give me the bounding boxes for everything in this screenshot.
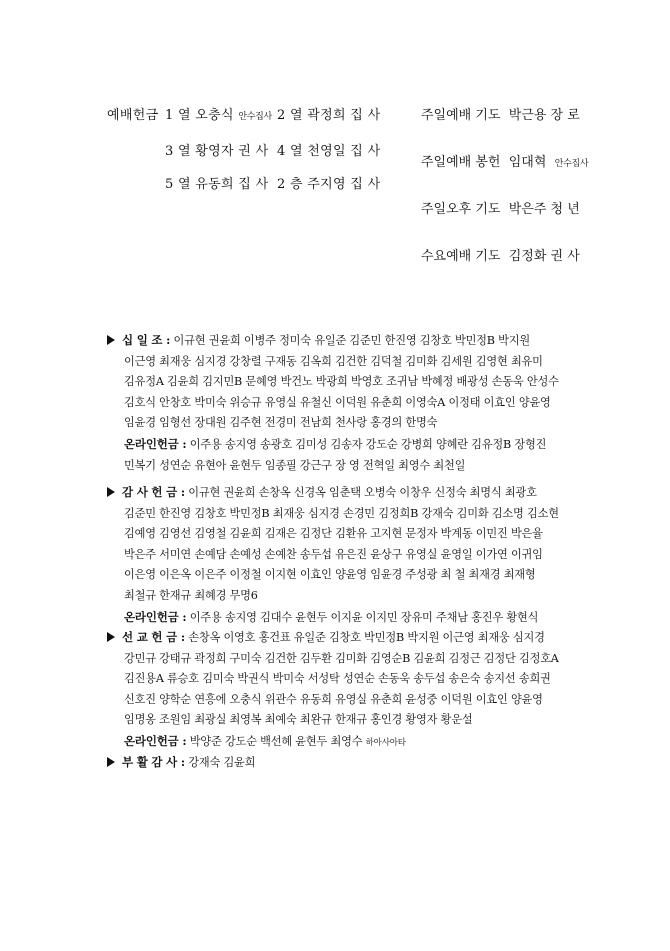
role-offering-sunday	[421, 151, 588, 170]
name-list: 신호진 양학순 연흥에 오충식 위관수 유동희 유영실 유춘희 윤성중 이덕원 이효인 양윤영	[124, 692, 543, 706]
name-list: 박양준 강도순 백선혜 윤현두 최영수	[189, 734, 363, 748]
offering-row-1-a-title: 안수집사	[238, 112, 272, 122]
role-name: 박은주 청 년	[508, 202, 580, 217]
name-list: 김호식 안창호 박미숙 위승규 유영실 유철신 이덕원 유춘희 이영숙A 이정태 이효인 양윤영	[124, 395, 551, 409]
online-tail: 하아사아타	[365, 737, 406, 748]
role-prayer-wednesday	[421, 245, 580, 264]
offering-row-1-a: 1 열 오충식	[165, 108, 234, 123]
thanks-line-1	[107, 482, 577, 504]
offering-row-1-b: 2 열 곽정희 집 사	[277, 108, 381, 123]
name-list: 이규현 권윤희 이병주 정미숙 유일준 김준민 한진영 김창호 박민정B 박지원	[173, 334, 530, 347]
offering-row-3-a: 5 열 유동희 집 사	[165, 177, 269, 192]
name-list: 임명옹 조원임 최광실 최영복 최예숙 최완규 한재규 홍인경 황영자 황운설	[124, 713, 473, 727]
name-list: 이주용 송지영 송광호 김미성 김송자 강도순 강병희 양혜란 김유정B 장형진	[189, 437, 547, 451]
tithe-line-1	[107, 330, 577, 352]
thanks-section	[107, 482, 577, 628]
role-label: 주일예배 봉헌	[421, 155, 501, 170]
mission-line-1	[107, 627, 577, 649]
easter-section	[107, 752, 577, 774]
name-list: 임윤경 임형선 장대원 김주현 전경미 전남희 천사랑 홍경의 한명숙	[124, 416, 438, 430]
name-list: 김예영 김영선 김영철 김윤희 김재은 김정단 김환유 고지현 문정자 박계동 이민진 박은율	[124, 527, 543, 541]
name-list: 김준민 한진영 김창호 박민정B 최재웅 심지경 손경민 김정희B 강재숙 김미화 김소명 김소현	[124, 506, 559, 520]
name-list: 민복기 성연순 유현아 윤현두 임종필 강근구 장 영 전혁일 최영수 최천일	[124, 458, 466, 472]
name-list: 손창옥 이영호 홍건표 유일준 김창호 박민정B 박지원 이근영 최재웅 심지경	[188, 631, 545, 644]
role-label: 주일예배 기도	[421, 108, 501, 123]
online-heading: 온라인헌금 :	[124, 609, 187, 624]
name-list: 박은주 서미연 손예담 손예성 손예찬 송두섭 유은진 윤상구 유영실 윤영일 이가연 이귀임	[124, 547, 543, 561]
offering-label: 예배헌금	[107, 108, 159, 123]
triangle-bullet-icon	[107, 632, 115, 642]
name-list: 이규현 권윤희 손창옥 신경옥 임춘택 오병숙 이창우 신정숙 최명식 최광호	[188, 486, 537, 499]
offering-row-2-a: 3 열 황영자 권 사	[165, 144, 269, 159]
role-name: 박근용 장 로	[508, 108, 580, 123]
triangle-bullet-icon	[107, 487, 115, 497]
thanks-online-line-1	[107, 607, 577, 629]
easter-heading: 부 활 감 사 :	[122, 755, 185, 769]
offering-row-3-b: 2 층 주지영 집 사	[277, 177, 381, 192]
role-name: 김정화 권 사	[508, 249, 580, 264]
role-label: 수요예배 기도	[421, 249, 501, 264]
offering-row-1	[165, 104, 272, 123]
role-title: 안수집사	[554, 159, 589, 169]
online-heading: 온라인헌금 :	[124, 436, 187, 451]
name-list: 이은영 이은옥 이은주 이정철 이지현 이효인 양윤영 임윤경 주성광 최 철 최재경 최재형	[124, 568, 536, 582]
name-list: 이주용 송지영 김대수 윤현두 이지윤 이지민 장유미 주채남 홍진우 황현식	[189, 610, 539, 624]
online-heading: 온라인헌금 :	[124, 733, 187, 748]
triangle-bullet-icon	[107, 757, 115, 767]
role-prayer-afternoon	[421, 198, 580, 217]
triangle-bullet-icon	[107, 335, 115, 345]
name-list: 강민규 강태규 곽정희 구미숙 김건한 김두환 김미화 김영순B 김윤희 김정근 김정단 김정호A	[124, 651, 559, 665]
role-label: 주일오후 기도	[421, 202, 501, 217]
role-prayer-sunday	[421, 104, 580, 123]
thanks-heading: 감 사 헌 금 :	[122, 485, 185, 499]
name-list: 최철규 한재규 최혜경 무명6	[124, 588, 258, 602]
tithe-section	[107, 330, 577, 476]
tithe-online-line-1	[107, 434, 577, 456]
name-list: 김유정A 김윤희 김지민B 문혜영 박건노 박광희 박영호 조귀남 박혜정 배광성 손동욱 안성수	[124, 375, 559, 389]
name-list: 강재숙 김윤희	[188, 756, 256, 769]
mission-heading: 선 교 헌 금 :	[122, 630, 185, 644]
mission-online-line-1	[107, 731, 577, 754]
name-list: 이근영 최재웅 심지경 강창렬 구재동 김옥희 김건한 김덕철 김미화 김세원 김영현 최유미	[124, 354, 543, 368]
role-name: 임대혁	[508, 155, 547, 170]
mission-section	[107, 627, 577, 754]
easter-line-1	[107, 752, 577, 774]
tithe-heading: 십 일 조 :	[122, 333, 171, 347]
name-list: 김진용A 류승호 김미숙 박권식 박미숙 서성탁 성연순 손동욱 송두섭 송은숙 송지선 송희권	[124, 672, 551, 686]
offering-row-2-b: 4 열 천영일 집 사	[277, 144, 381, 159]
